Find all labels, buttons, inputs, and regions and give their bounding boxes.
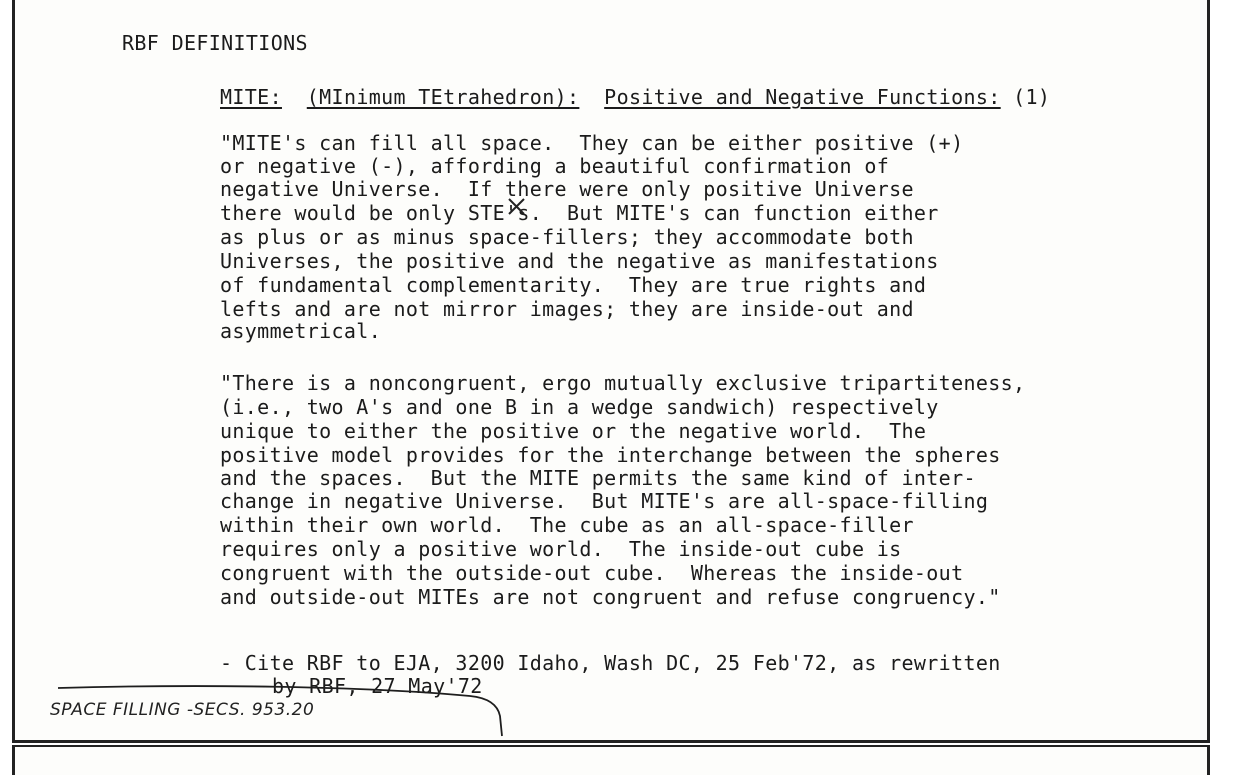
text-line: requires only a positive world. The inside-out cube is [220,537,902,561]
text-line: or negative (-), affording a beautiful confirmation of [220,154,890,178]
text-line: congruent with the outside-out cube. Whereas the inside-out [220,561,964,585]
text-line: and the spaces. But the MITE permits the same kind of inter- [220,466,976,490]
document-header: RBF DEFINITIONS [122,31,308,55]
text-line: "There is a noncongruent, ergo mutually exclusive tripartiteness, [220,371,1026,395]
text-line: change in negative Universe. But MITE's are all-space-filling [220,489,989,513]
text-line: lefts and are not mirror images; they are inside-out and [220,297,914,321]
term: MITE: [220,85,282,109]
handwritten-note: SPACE FILLING -SECS. 953.20 [50,700,315,720]
term-expansion: (MInimum TEtrahedron): [306,85,580,109]
text-line: negative Universe. If there were only positive Universe [220,177,914,201]
text-line: within their own world. The cube as an all-space-filler [220,513,914,537]
text-line: there would be only STE's. But MITE's can function either [220,201,939,225]
entry-number: (1) [1013,85,1051,109]
text-line: "MITE's can fill all space. They can be either positive (+) [220,131,964,155]
definition-title [220,86,1050,108]
text-line: positive model provides for the interchange between the spheres [220,443,1001,467]
text-line: (i.e., two A's and one B in a wedge sandwich) respectively [220,395,939,419]
citation-line: by RBF, 27 May'72 [272,674,483,698]
text-line: of fundamental complementarity. They are true rights and [220,273,927,297]
citation-line: - Cite RBF to EJA, 3200 Idaho, Wash DC, 25 Feb'72, as rewritten [220,651,1001,675]
next-index-card [12,745,1210,775]
text-line: unique to either the positive or the negative world. The [220,419,927,443]
text-line: Universes, the positive and the negative as manifestations [220,249,939,273]
text-line: and outside-out MITEs are not congruent and refuse congruency." [220,585,1001,609]
topic: Positive and Negative Functions: [604,85,1001,109]
text-line: as plus or as minus space-fillers; they accommodate both [220,225,914,249]
text-line: asymmetrical. [220,319,382,343]
